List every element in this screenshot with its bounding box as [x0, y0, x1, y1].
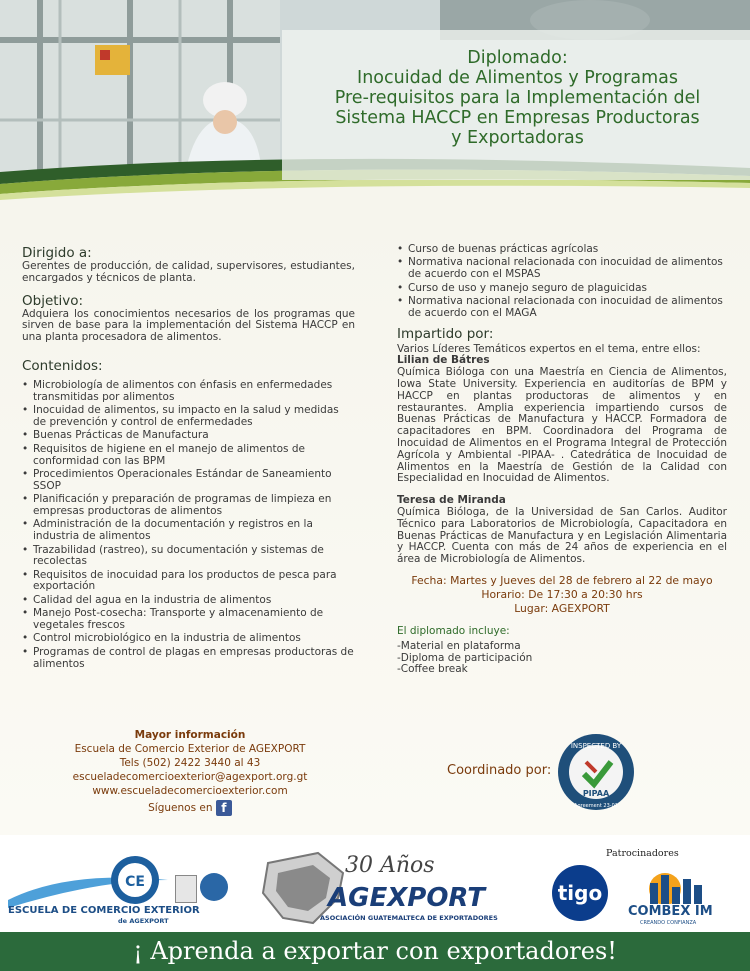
- instructor-bio: Química Bióloga con una Maestría en Ciencia de Alimentos, Iowa State University. Experiencia en auditorías de BPM y HACCP en plantas productoras de alimentos y en restaurantes. Amplia experiencia impartiendo cursos de Buenas Prácticas de Manufactura y HACCP. Formadora de capacitadores en BPM. Coordinadora del Programa de Inocuidad de Alimentos en el Programa Integral de Protección Agrícola y Ambiental -PIPAA- . Catedrática de Inocuidad de Alimentos en la Maestría de Gestión de la Calidad con Especialidad en Inocuidad de Alimentos.: [397, 366, 727, 485]
- facebook-icon[interactable]: f: [216, 800, 232, 816]
- contact-heading: Mayor información: [134, 729, 246, 741]
- list-item: -Diploma de participación: [397, 651, 533, 664]
- objetivo-heading: Objetivo:: [22, 292, 84, 309]
- logo-strip: [0, 835, 750, 935]
- incluye-list: [397, 641, 727, 676]
- contact-info: [60, 728, 320, 816]
- seal-name-text: PIPAA: [582, 789, 610, 798]
- combex-logo: COMBEX IM: [628, 904, 713, 919]
- list-item: • Normativa nacional relacionada con inocuidad de alimentos de acuerdo con el MSPAS: [397, 257, 727, 281]
- list-item: • Requisitos de inocuidad para los productos de pesca para exportación: [22, 570, 355, 594]
- title-line: Pre-requisitos para la Implementación del: [334, 88, 701, 108]
- list-item: • Curso de uso y manejo seguro de plaguicidas: [397, 283, 727, 295]
- impartido-intro: Varios Líderes Temáticos expertos en el tema, entre ellos:: [397, 342, 701, 355]
- contenidos-list-continued: [397, 244, 727, 320]
- list-item: • Procedimientos Operacionales Estándar de Saneamiento SSOP: [22, 469, 355, 493]
- title-line: Sistema HACCP en Empresas Productoras: [335, 108, 700, 128]
- sponsors-label: Patrocinadores: [606, 848, 679, 859]
- escuela-mark: CE: [125, 874, 145, 890]
- instructor-name: Lilian de Bátres: [397, 354, 490, 367]
- dirigido-text: Gerentes de producción, de calidad, supervisores, estudiantes, encargados y técnicos de planta.: [22, 260, 355, 284]
- combex-skyline-icon: [625, 865, 725, 905]
- pipaa-seal-icon: [556, 732, 636, 812]
- slogan-banner: ¡ Aprenda a exportar con exportadores!: [0, 932, 750, 971]
- list-item: • Manejo Post-cosecha: Transporte y almacenamiento de vegetales frescos: [22, 608, 355, 632]
- agexport-logo: AGEXPORT: [328, 883, 486, 913]
- contact-email[interactable]: escueladecomercioexterior@agexport.org.gt: [72, 771, 308, 783]
- iso-badge-icon: [175, 875, 197, 903]
- list-item: • Programas de control de plagas en empresas productoras de alimentos: [22, 647, 355, 671]
- escuela-name: ESCUELA DE COMERCIO EXTERIOR: [8, 905, 200, 916]
- hero-banner: [0, 0, 750, 215]
- schedule-fecha: Fecha: Martes y Jueves del 28 de febrero al 22 de mayo: [411, 573, 713, 587]
- dirigido-heading: Dirigido a:: [22, 245, 92, 261]
- list-item: • Trazabilidad (rastreo), su documentación y sistemas de recolectas: [22, 545, 355, 569]
- contact-web[interactable]: www.escueladecomercioexterior.com: [92, 785, 288, 797]
- instructor-name: Teresa de Miranda: [397, 494, 506, 507]
- list-item: • Calidad del agua en la industria de alimentos: [22, 595, 355, 607]
- anios-label: 30 Años: [345, 853, 435, 878]
- coordinado-label: Coordinado por:: [447, 763, 552, 778]
- inet-badge-icon: [200, 873, 228, 901]
- schedule-horario: Horario: De 17:30 a 20:30 hrs: [481, 587, 643, 601]
- title-line: y Exportadoras: [451, 128, 584, 148]
- list-item: • Microbiología de alimentos con énfasis en enfermedades transmitidas por alimentos: [22, 380, 355, 404]
- impartido-heading: Impartido por:: [397, 325, 494, 342]
- contenidos-heading: Contenidos:: [22, 357, 103, 374]
- right-column: [397, 244, 727, 676]
- agexport-sub: ASOCIACIÓN GUATEMALTECA DE EXPORTADORES: [320, 914, 498, 922]
- objetivo-text: Adquiera los conocimientos necesarios de los programas que sirven de base para la implementación del Sistema HACCP en una planta procesadora de alimentos.: [22, 307, 355, 344]
- schedule: [397, 574, 727, 616]
- incluye-heading: El diplomado incluye:: [397, 624, 510, 637]
- instructor-bio: Química Bióloga, de la Universidad de San Carlos. Auditor Técnico para Laboratorios de Microbiología, Capacitadora en Buenas Prácticas de Manufactura y en Legislación Alimentaria y HACCP. Cuenta con más de 24 años de experiencia en el área de Microbiología de Alimentos.: [397, 505, 727, 566]
- title-line: Diplomado:: [467, 48, 568, 68]
- contenidos-list: [22, 380, 355, 670]
- list-item: • Administración de la documentación y registros en la industria de alimentos: [22, 519, 355, 543]
- seal-top-text: INSPECTED BY: [570, 742, 622, 750]
- seal-bottom-text: Agreement 23-01: [574, 803, 618, 809]
- follow-label: Síguenos en: [148, 802, 213, 814]
- left-column: [22, 245, 355, 672]
- title-line: Inocuidad de Alimentos y Programas: [357, 68, 678, 88]
- list-item: • Inocuidad de alimentos, su impacto en la salud y medidas de prevención y control de enfermedades: [22, 405, 355, 429]
- schedule-lugar: Lugar: AGEXPORT: [514, 601, 610, 615]
- tigo-logo: tigo: [552, 865, 608, 921]
- contact-org: Escuela de Comercio Exterior de AGEXPORT: [74, 743, 306, 755]
- list-item: • Requisitos de higiene en el manejo de alimentos de conformidad con las BPM: [22, 444, 355, 468]
- list-item: • Buenas Prácticas de Manufactura: [22, 430, 355, 442]
- page-title: [290, 48, 745, 148]
- list-item: • Control microbiológico en la industria de alimentos: [22, 633, 355, 645]
- combex-sub: CREANDO CONFIANZA: [640, 920, 697, 926]
- list-item: • Planificación y preparación de programas de limpieza en empresas productoras de alimentos: [22, 494, 355, 518]
- list-item: • Curso de buenas prácticas agrícolas: [397, 244, 727, 256]
- escuela-sub: de AGEXPORT: [118, 917, 169, 925]
- list-item: -Coffee break: [397, 663, 468, 676]
- contact-phone: Tels (502) 2422 3440 al 43: [119, 757, 261, 769]
- list-item: -Material en plataforma: [397, 639, 521, 652]
- list-item: • Normativa nacional relacionada con inocuidad de alimentos de acuerdo con el MAGA: [397, 296, 727, 320]
